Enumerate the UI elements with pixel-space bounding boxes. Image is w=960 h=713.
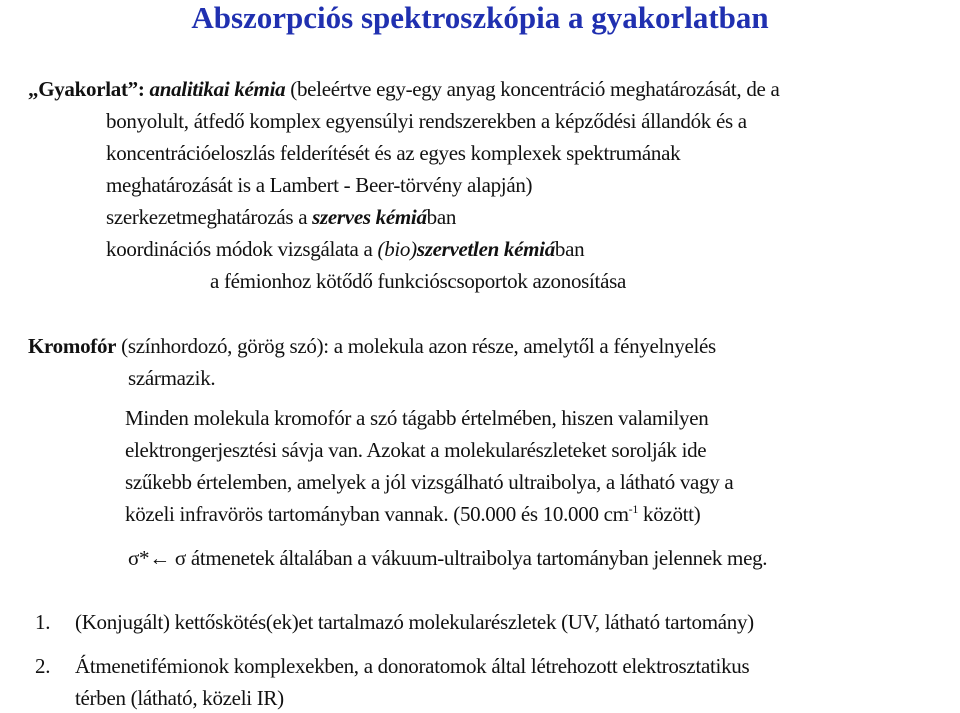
inorganic-chemistry: szervetlen kémiá xyxy=(416,237,555,261)
chromophore-paragraph-2: elektrongerjesztési sávja van. Azokat a molekularészleteket sorolják ide xyxy=(125,438,707,462)
practice-text: (beleértve egy-egy anyag koncentráció meghatározását, de a xyxy=(285,77,780,101)
practice-line-6 xyxy=(106,236,584,262)
text: ban xyxy=(426,205,457,229)
practice-line-3: koncentrációeloszlás felderítését és az egyes komplexek spektrumának xyxy=(106,141,681,165)
slide-title: Abszorpciós spektroszkópia a gyakorlatban xyxy=(191,0,769,35)
text: között) xyxy=(638,502,701,526)
text: közeli infravörös tartományban vannak. (50.000 és 10.000 cm xyxy=(125,502,629,526)
practice-line-2: bonyolult, átfedő komplex egyensúlyi rendszerekben a képződési állandók és a xyxy=(106,109,747,133)
organic-chemistry: szerves kémiá xyxy=(312,205,427,229)
practice-line-7: a fémionhoz kötődő funkcióscsoportok azonosítása xyxy=(210,269,626,293)
text: szerkezetmeghatározás a xyxy=(106,205,313,229)
sigma-transition-note: σ*← σ átmenetek általában a vákuum-ultraibolya tartományban jelennek meg. xyxy=(128,546,768,570)
bio-prefix: (bio) xyxy=(377,237,417,261)
chromophore-paragraph-3: szűkebb értelemben, amelyek a jól vizsgálható ultraibolya, a látható vagy a xyxy=(125,470,734,494)
analytical-chemistry: analitikai kémia xyxy=(149,77,286,101)
chromophore-paragraph-4 xyxy=(125,501,700,527)
text: koordinációs módok vizsgálata a xyxy=(106,237,378,261)
text: (színhordozó, görög szó): a molekula azon része, amelytől a fényelnyelés xyxy=(116,334,716,358)
practice-line-5 xyxy=(106,204,456,230)
chromophore-paragraph-1: Minden molekula kromofór a szó tágabb értelmében, hiszen valamilyen xyxy=(125,406,709,430)
superscript: -1 xyxy=(628,502,639,516)
list-item-2-cont: térben (látható, közeli IR) xyxy=(75,686,284,710)
list-item-1: (Konjugált) kettőskötés(ek)et tartalmazó molekularészletek (UV, látható tartomány) xyxy=(75,610,754,634)
chromophore-definition xyxy=(28,333,716,359)
practice-line-4: meghatározását is a Lambert - Beer-törvény alapján) xyxy=(106,173,533,197)
list-number-1: 1. xyxy=(35,610,51,634)
practice-label: „Gyakorlat”: xyxy=(28,77,145,101)
chromophore-definition-2: származik. xyxy=(128,366,216,390)
list-item-2: Átmenetifémionok komplexekben, a donoratomok által létrehozott elektrosztatikus xyxy=(75,654,750,678)
chromophore-term: Kromofór xyxy=(28,334,117,358)
practice-line-1 xyxy=(28,76,780,102)
text: ban xyxy=(554,237,585,261)
list-number-2: 2. xyxy=(35,654,51,678)
